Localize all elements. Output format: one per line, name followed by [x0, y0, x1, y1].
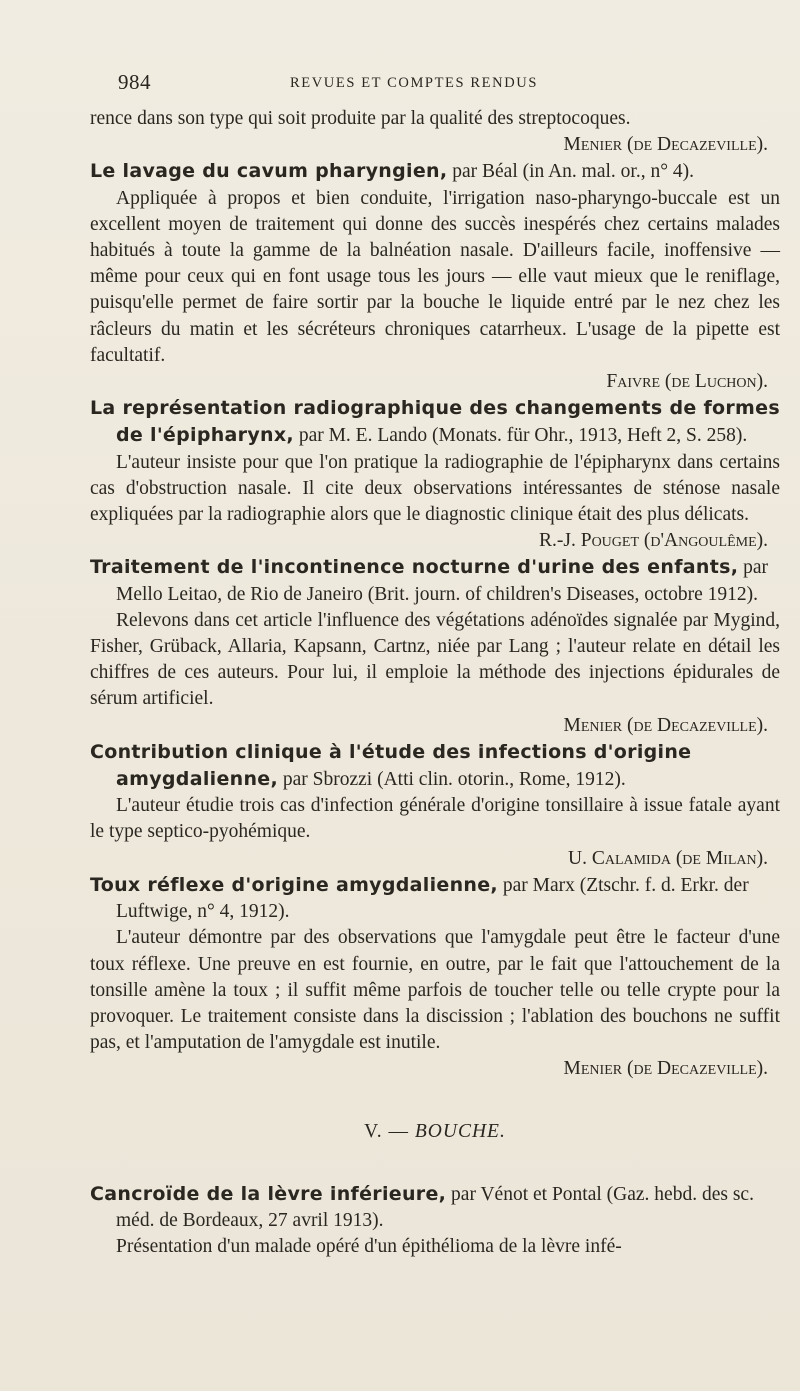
- signature: Menier (de Decazeville).: [563, 134, 768, 156]
- article-heading: [90, 1181, 780, 1234]
- article-title: Cancroïde de la lèvre inférieure,: [90, 1182, 447, 1205]
- article-heading: [90, 158, 780, 185]
- page-number: 984: [118, 70, 151, 94]
- article-title: Contribution clinique à l'étude des infections d'origine amygdalienne,: [90, 740, 692, 791]
- article-body: L'auteur étudie trois cas d'infection générale d'origine tonsillaire à issue fatale ayant le type septico-pyohémique.: [90, 795, 780, 843]
- article-body: L'auteur insiste pour que l'on pratique la radiographie de l'épipharynx dans certains cas d'obstruction nasale. Il cite deux observations intéressantes de sténose nasale expliquées par la radiographie alors que le diagnostic clinique était des plus délicats.: [90, 451, 780, 526]
- signature: Menier (de Decazeville).: [563, 714, 768, 736]
- article-author: par Marx: [502, 874, 575, 896]
- article-author: par Béal: [452, 161, 518, 183]
- signature: Faivre (de Luchon).: [606, 371, 768, 393]
- article-source: (Gaz. hebd. des sc. méd. de Bordeaux, 27 avril 1913).: [116, 1183, 754, 1231]
- section-heading: [90, 1119, 780, 1145]
- section-name: BOUCHE.: [414, 1120, 506, 1142]
- article-source: de Rio de Janeiro (Brit. journ. of children's Diseases, octobre 1912).: [227, 583, 758, 605]
- signature: Menier (de Decazeville).: [563, 1058, 768, 1080]
- article-heading: [90, 395, 780, 449]
- article-title: Le lavage du cavum pharyngien,: [90, 160, 448, 183]
- article-heading: [90, 554, 780, 607]
- page-header: [118, 70, 758, 100]
- signature: U. Calamida (de Milan).: [568, 847, 768, 869]
- article-body: Appliquée à propos et bien conduite, l'irrigation naso-pharyngo-buccale est un excellent moyen de traitement qui donne des succès inespérés chez certains malades habitués à toute la gamme de la balnéation nasale. D'ailleurs facile, inoffensive — même pour ceux qui en font usage tous les jours — elle vaut mieux que le reniflage, puisqu'elle permet de faire sortir par la bouche le liquide entré par le nez chez les râcleurs du matin et les sécréteurs chroniques catarrheux. L'usage de la pipette est facultatif.: [90, 187, 780, 366]
- article-title: La représentation radiographique des changements de formes de l'épipharynx,: [90, 397, 780, 447]
- article-source: (Atti clin. otorin., Rome, 1912).: [377, 769, 626, 791]
- article-source: (Ztschr. f. d. Erkr. der Luftwige, n° 4, 1912).: [116, 874, 749, 923]
- section-number: V. —: [364, 1120, 409, 1142]
- article-source: (Monats. für Ohr., 1913, Heft 2, S. 258).: [432, 425, 748, 447]
- article-heading: [90, 739, 780, 793]
- article-title: Traitement de l'incontinence nocturne d'urine des enfants,: [90, 556, 739, 579]
- running-title: REVUES ET COMPTES RENDUS: [290, 75, 539, 91]
- article-author: par Mello Leitao,: [116, 557, 768, 605]
- article-author: par Vénot et Pontal: [451, 1183, 602, 1205]
- article-author: par Sbrozzi: [282, 769, 373, 791]
- continued-paragraph: rence dans son type qui soit produite par la qualité des streptocoques.: [90, 108, 631, 129]
- article-author: par M. E. Lando: [298, 425, 428, 447]
- article-body: L'auteur démontre par des observations que l'amygdale peut être le facteur d'une toux réflexe. Une preuve en est fournie, en outre, par le fait que l'attouchement de la tonsille amène la toux ; il suffit même parfois de toucher telle ou telle crypte pour la provoquer. Le traitement consiste dans la discission ; l'ablation des bouchons ne suffit pas, et l'amputation de l'amygdale est inutile.: [90, 927, 780, 1054]
- article-title: Toux réflexe d'origine amygdalienne,: [90, 873, 498, 896]
- article-heading: [90, 872, 780, 925]
- page-content: [90, 106, 780, 1260]
- signature: R.-J. Pouget (d'Angoulême).: [539, 530, 768, 552]
- article-body: Relevons dans cet article l'influence des végétations adénoïdes signalée par Mygind, Fisher, Grüback, Allaria, Kapsann, Cartnz, niée par Lang ; l'auteur relate en détail les chiffres de ces auteurs. Pour lui, il emploie la méthode des injections épidurales de sérum artificiel.: [90, 609, 780, 710]
- article-source: (in An. mal. or., n° 4).: [522, 161, 695, 183]
- article-body: Présentation d'un malade opéré d'un épithélioma de la lèvre infé-: [116, 1236, 622, 1258]
